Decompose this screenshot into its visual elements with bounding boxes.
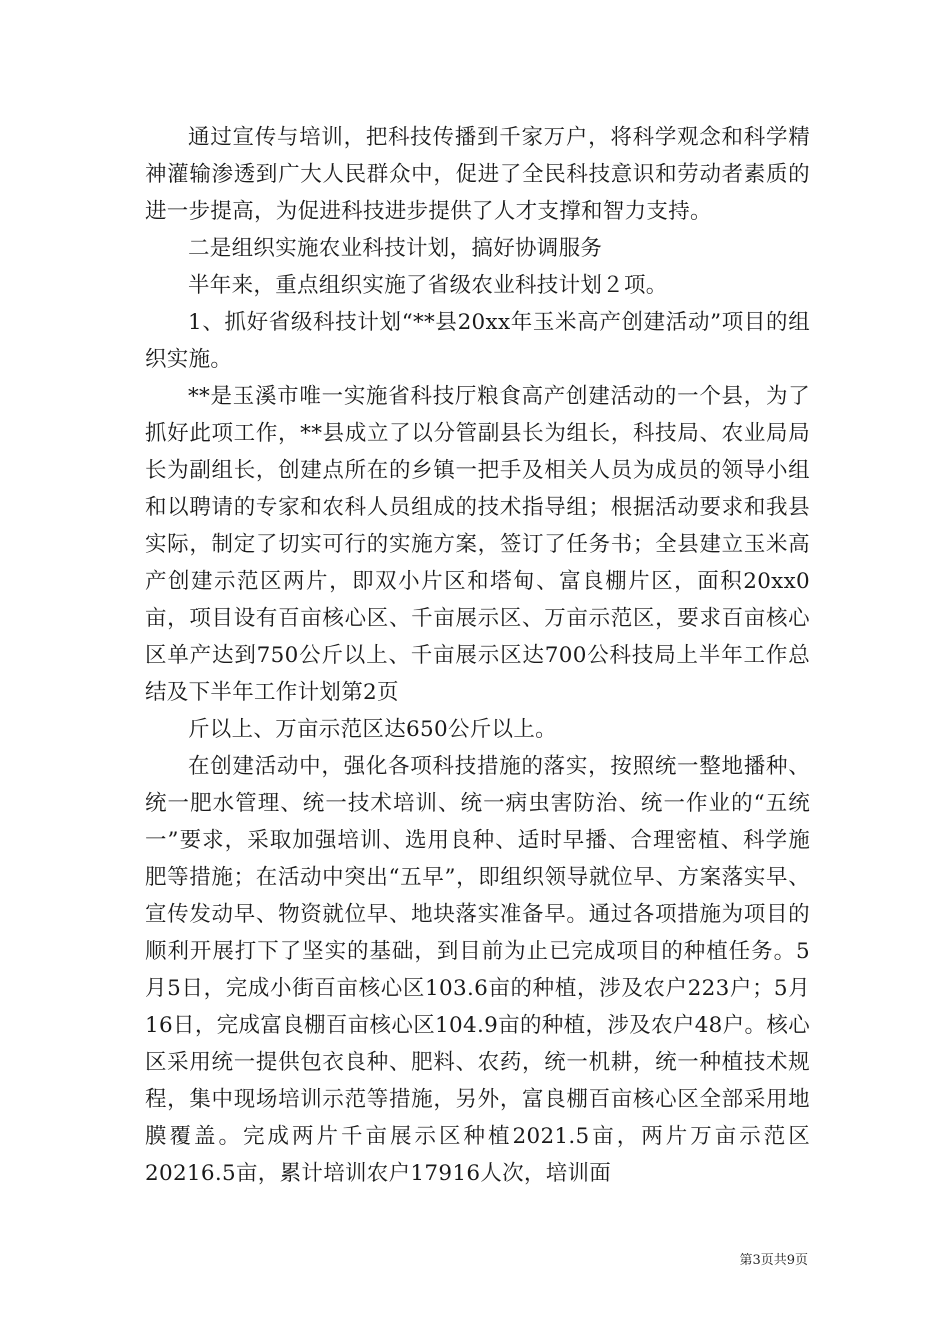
document-body: [145, 119, 810, 1192]
paragraph-2-heading: 二是组织实施农业科技计划，搞好协调服务: [188, 236, 603, 261]
paragraph-3: 半年来，重点组织实施了省级农业科技计划２项。: [188, 273, 668, 298]
paragraph-4: 1、抓好省级科技计划“**县20xx年玉米高产创建活动”项目的组织实施。: [145, 310, 810, 372]
paragraph-7: 在创建活动中，强化各项科技措施的落实，按照统一整地播种、统一肥水管理、统一技术培训、统一病虫害防治、统一作业的“五统一”要求，采取加强培训、选用良种、适时早播、合理密植、科学施肥等措施；在活动中突出“五早”，即组织领导就位早、方案落实早、宣传发动早、物资就位早、地块落实准备早。通过各项措施为项目的顺利开展打下了坚实的基础，到目前为止已完成项目的种植任务。5月5日，完成小街百亩核心区103.6亩的种植，涉及农户223户；5月16日，完成富良棚百亩核心区104.9亩的种植，涉及农户48户。核心区采用统一提供包衣良种、肥料、农药，统一机耕，统一种植技术规程，集中现场培训示范等措施，另外，富良棚百亩核心区全部采用地膜覆盖。完成两片千亩展示区种植2021.5亩，两片万亩示范区20216.5亩，累计培训农户17916人次，培训面: [145, 754, 810, 1186]
page-number-footer: 第3页共9页: [739, 1253, 808, 1268]
paragraph-5: **是玉溪市唯一实施省科技厅粮食高产创建活动的一个县，为了抓好此项工作，**县成立了以分管副县长为组长，科技局、农业局局长为副组长，创建点所在的乡镇一把手及相关人员为成员的领导小组和以聘请的专家和农科人员组成的技术指导组；根据活动要求和我县实际，制定了切实可行的实施方案，签订了任务书；全县建立玉米高产创建示范区两片，即双小片区和塔甸、富良棚片区，面积20xx0亩，项目设有百亩核心区、千亩展示区、万亩示范区，要求百亩核心区单产达到750公斤以上、千亩展示区达700公科技局上半年工作总结及下半年工作计划第2页: [145, 384, 810, 705]
paragraph-1: 通过宣传与培训，把科技传播到千家万户，将科学观念和科学精神灌输渗透到广大人民群众中，促进了全民科技意识和劳动者素质的进一步提高，为促进科技进步提供了人才支撑和智力支持。: [145, 125, 810, 224]
paragraph-6: 斤以上、万亩示范区达650公斤以上。: [188, 717, 557, 742]
